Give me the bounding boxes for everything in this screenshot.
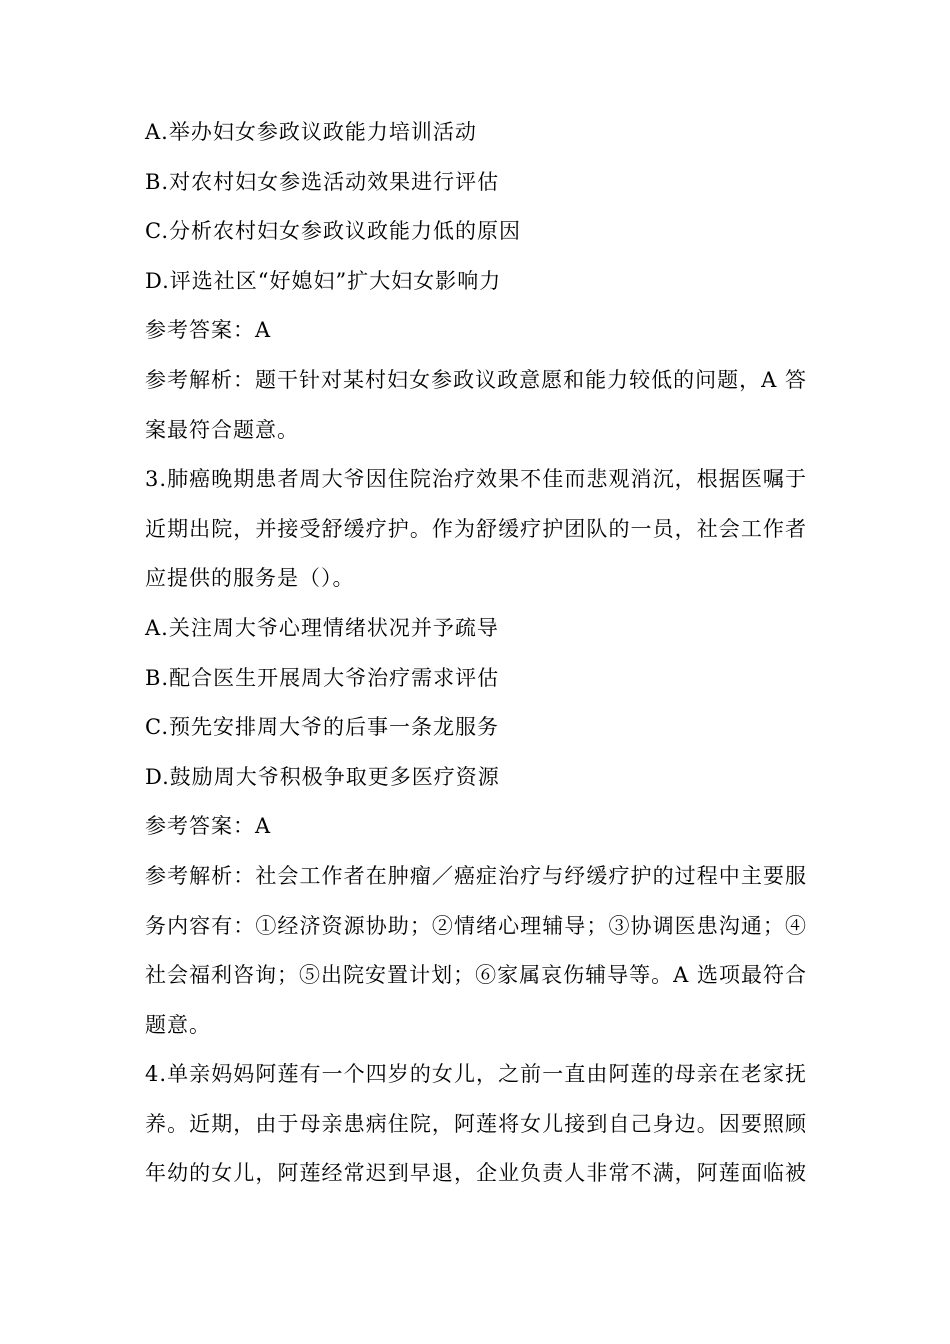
option-c: C.分析农村妇女参政议政能力低的原因 xyxy=(145,219,521,244)
question-line: 养。近期，由于母亲患病住院，阿莲将女儿接到自己身边。因要照顾 xyxy=(145,1111,807,1136)
question-line: 近期出院，并接受舒缓疗护。作为舒缓疗护团队的一员，社会工作者 xyxy=(145,516,807,541)
analysis-line: 题意。 xyxy=(145,1012,211,1037)
analysis-line: 参考解析：社会工作者在肿瘤／癌症治疗与纾缓疗护的过程中主要服 xyxy=(145,863,807,888)
question-line: 年幼的女儿，阿莲经常迟到早退，企业负责人非常不满，阿莲面临被 xyxy=(145,1161,807,1186)
option-a: A.举办妇女参政议政能力培训活动 xyxy=(145,120,477,144)
reference-answer: 参考答案：A xyxy=(145,814,272,839)
option-c: C.预先安排周大爷的后事一条龙服务 xyxy=(145,715,499,740)
analysis-line: 务内容有：①经济资源协助；②情绪心理辅导；③协调医患沟通；④ xyxy=(145,913,807,938)
analysis-line: 社会福利咨询；⑤出院安置计划；⑥家属哀伤辅导等。A 选项最符合 xyxy=(145,963,807,988)
question-line: 4.单亲妈妈阿莲有一个四岁的女儿，之前一直由阿莲的母亲在老家抚 xyxy=(145,1062,807,1087)
analysis-line: 参考解析：题干针对某村妇女参政议政意愿和能力较低的问题，A 答 xyxy=(145,367,807,392)
analysis-line: 案最符合题意。 xyxy=(145,417,299,442)
option-b: B.对农村妇女参选活动效果进行评估 xyxy=(145,169,500,194)
option-d: D.评选社区“好媳妇”扩大妇女影响力 xyxy=(145,268,502,293)
question-line: 3.肺癌晚期患者周大爷因住院治疗效果不佳而悲观消沉，根据医嘱于 xyxy=(145,467,807,492)
option-a: A.关注周大爷心理情绪状况并予疏导 xyxy=(145,615,499,640)
option-d: D.鼓励周大爷积极争取更多医疗资源 xyxy=(145,764,500,789)
document-body xyxy=(145,108,807,1199)
question-line: 应提供的服务是（）。 xyxy=(145,566,355,591)
option-b: B.配合医生开展周大爷治疗需求评估 xyxy=(145,665,500,690)
reference-answer: 参考答案：A xyxy=(145,318,272,343)
